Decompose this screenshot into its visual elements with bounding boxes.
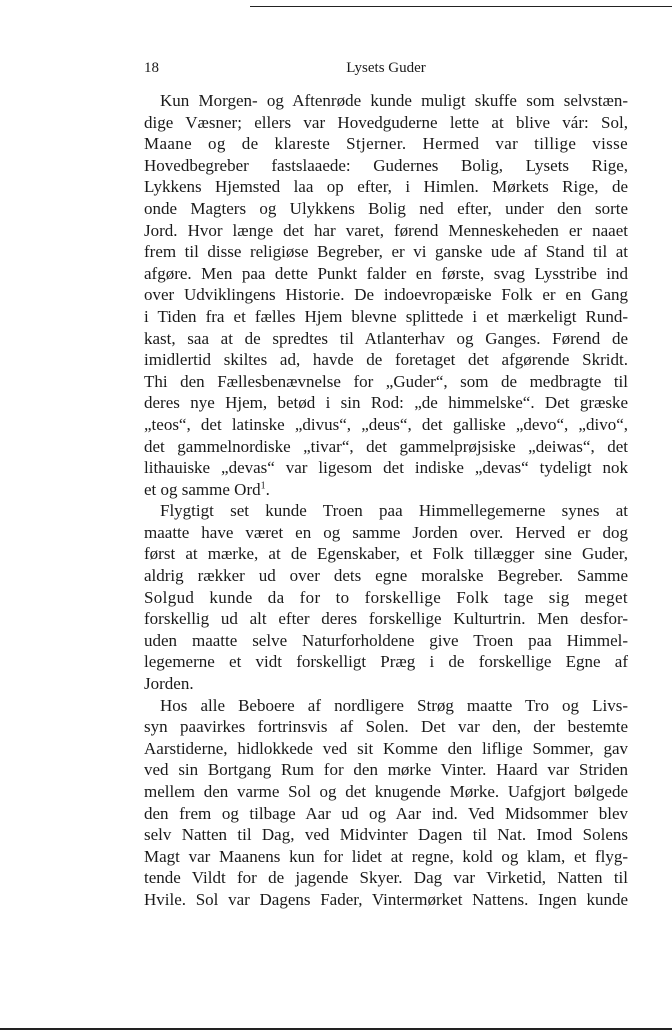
paragraph-2 bbox=[144, 500, 628, 694]
text-line: selv Natten til Dag, ved Midvinter Dagen til Nat. Imod Solens bbox=[144, 825, 628, 845]
paragraph-3 bbox=[144, 695, 628, 911]
text-line: Hovedbegreber fastslaaede: Gudernes Bolig, Lysets Rige, bbox=[144, 155, 628, 175]
footnote-marker: 1 bbox=[260, 480, 266, 492]
text-line: deres nye Hjem, betød i sin Rod: „de himmelske“. Det græske bbox=[144, 393, 628, 413]
bottom-page-rule bbox=[0, 1028, 672, 1030]
text-line: dige Væsner; ellers var Hovedguderne lette at blive vár: Sol, bbox=[144, 112, 628, 132]
text-line: kast, saa at de spredtes til Atlanterhav og Ganges. Førend de bbox=[144, 328, 628, 348]
text-line: Magt var Maanens kun for lidet at regne, kold og klam, et flyg- bbox=[144, 846, 628, 866]
text-line: Hos alle Beboere af nordligere Strøg maatte Tro og Livs- bbox=[160, 695, 628, 715]
text-line: forskellig ud alt efter deres forskellige Kulturtrin. Men desfor- bbox=[144, 609, 628, 629]
text-line: Kun Morgen- og Aftenrøde kunde muligt skuffe som selvstæn- bbox=[160, 91, 628, 110]
text-line: den frem og tilbage Aar ud og Aar ind. Ved Midsommer blev bbox=[144, 803, 628, 823]
paragraph-1 bbox=[144, 90, 628, 500]
text-line: Flygtigt set kunde Troen paa Himmellegemerne synes at bbox=[160, 501, 628, 521]
text-line: ved sin Bortgang Rum for den mørke Vinter. Haard var Striden bbox=[144, 760, 628, 780]
text-line: frem til disse religiøse Begreber, er vi ganske ude af Stand til at bbox=[144, 242, 628, 262]
page-number: 18 bbox=[144, 60, 159, 76]
text-line: „teos“, det latinske „divus“, „deus“, det galliske „devo“, „divo“, bbox=[144, 414, 628, 434]
text-line: i Tiden fra et fælles Hjem blevne splittede i et mærkeligt Rund- bbox=[144, 306, 628, 326]
text-line: legemerne et vidt forskelligt Præg i de forskellige Egne af bbox=[144, 652, 628, 672]
text-line: lithauiske „devas“ var ligesom det indiske „devas“ tydeligt nok bbox=[144, 458, 628, 478]
text-line: onde Magters og Ulykkens Bolig ned efter, under den sorte bbox=[144, 198, 628, 218]
text-line: over Udviklingens Historie. De indoevropæiske Folk er en Gang bbox=[144, 285, 628, 305]
text-line: tende Vildt for de jagende Skyer. Dag var Virketid, Natten til bbox=[144, 868, 628, 888]
text-line: Aarstiderne, hidlokkede ved sit Komme den liflige Sommer, gav bbox=[144, 738, 628, 758]
text-line: mellem den varme Sol og det knugende Mørke. Uafgjort bølgede bbox=[144, 782, 628, 801]
page-header bbox=[144, 60, 628, 82]
text-line: først at mærke, at de Egenskaber, et Folk tillægger sine Guder, bbox=[144, 544, 628, 564]
text-line: Solgud kunde da for to forskellige Folk tage sig meget bbox=[144, 587, 628, 607]
text-line: Maane og de klareste Stjerner. Hermed var tillige visse bbox=[144, 134, 628, 154]
text-line: imidlertid skiltes ad, havde de foretaget det afgørende Skridt. bbox=[144, 350, 628, 370]
text-line: Thi den Fællesbenævnelse for „Guder“, som de medbragte til bbox=[144, 371, 628, 391]
body-text bbox=[144, 90, 628, 911]
text-line: Lykkens Hjemsted laa op efter, i Himlen. Mørkets Rige, de bbox=[144, 177, 628, 197]
text-line: syn paavirkes fortrinsvis af Solen. Det var den, der bestemte bbox=[144, 717, 628, 737]
text-line: Hvile. Sol var Dagens Fader, Vintermørket Nattens. Ingen kunde bbox=[144, 889, 628, 909]
text-line: maatte have været en og samme Jorden over. Herved er dog bbox=[144, 522, 628, 542]
top-page-rule bbox=[250, 6, 672, 7]
text-line-content: et og samme Ord bbox=[144, 479, 261, 499]
text-line: aldrig rækker ud over dets egne moralske Begreber. Samme bbox=[144, 566, 628, 586]
text-line: uden maatte selve Naturforholdene give Troen paa Himmel- bbox=[144, 630, 628, 650]
text-line: Jorden. bbox=[144, 674, 194, 694]
running-title: Lysets Guder bbox=[346, 60, 426, 76]
text-line: Jord. Hvor længe det har varet, førend Menneskeheden er naaet bbox=[144, 220, 628, 240]
text-line: afgøre. Men paa dette Punkt falder en første, svag Lysstribe ind bbox=[144, 263, 628, 283]
final-punctuation: . bbox=[265, 479, 270, 499]
text-line-final bbox=[144, 479, 628, 501]
text-line: det gammelnordiske „tivar“, det gammelprøjsiske „deiwas“, det bbox=[144, 436, 628, 456]
